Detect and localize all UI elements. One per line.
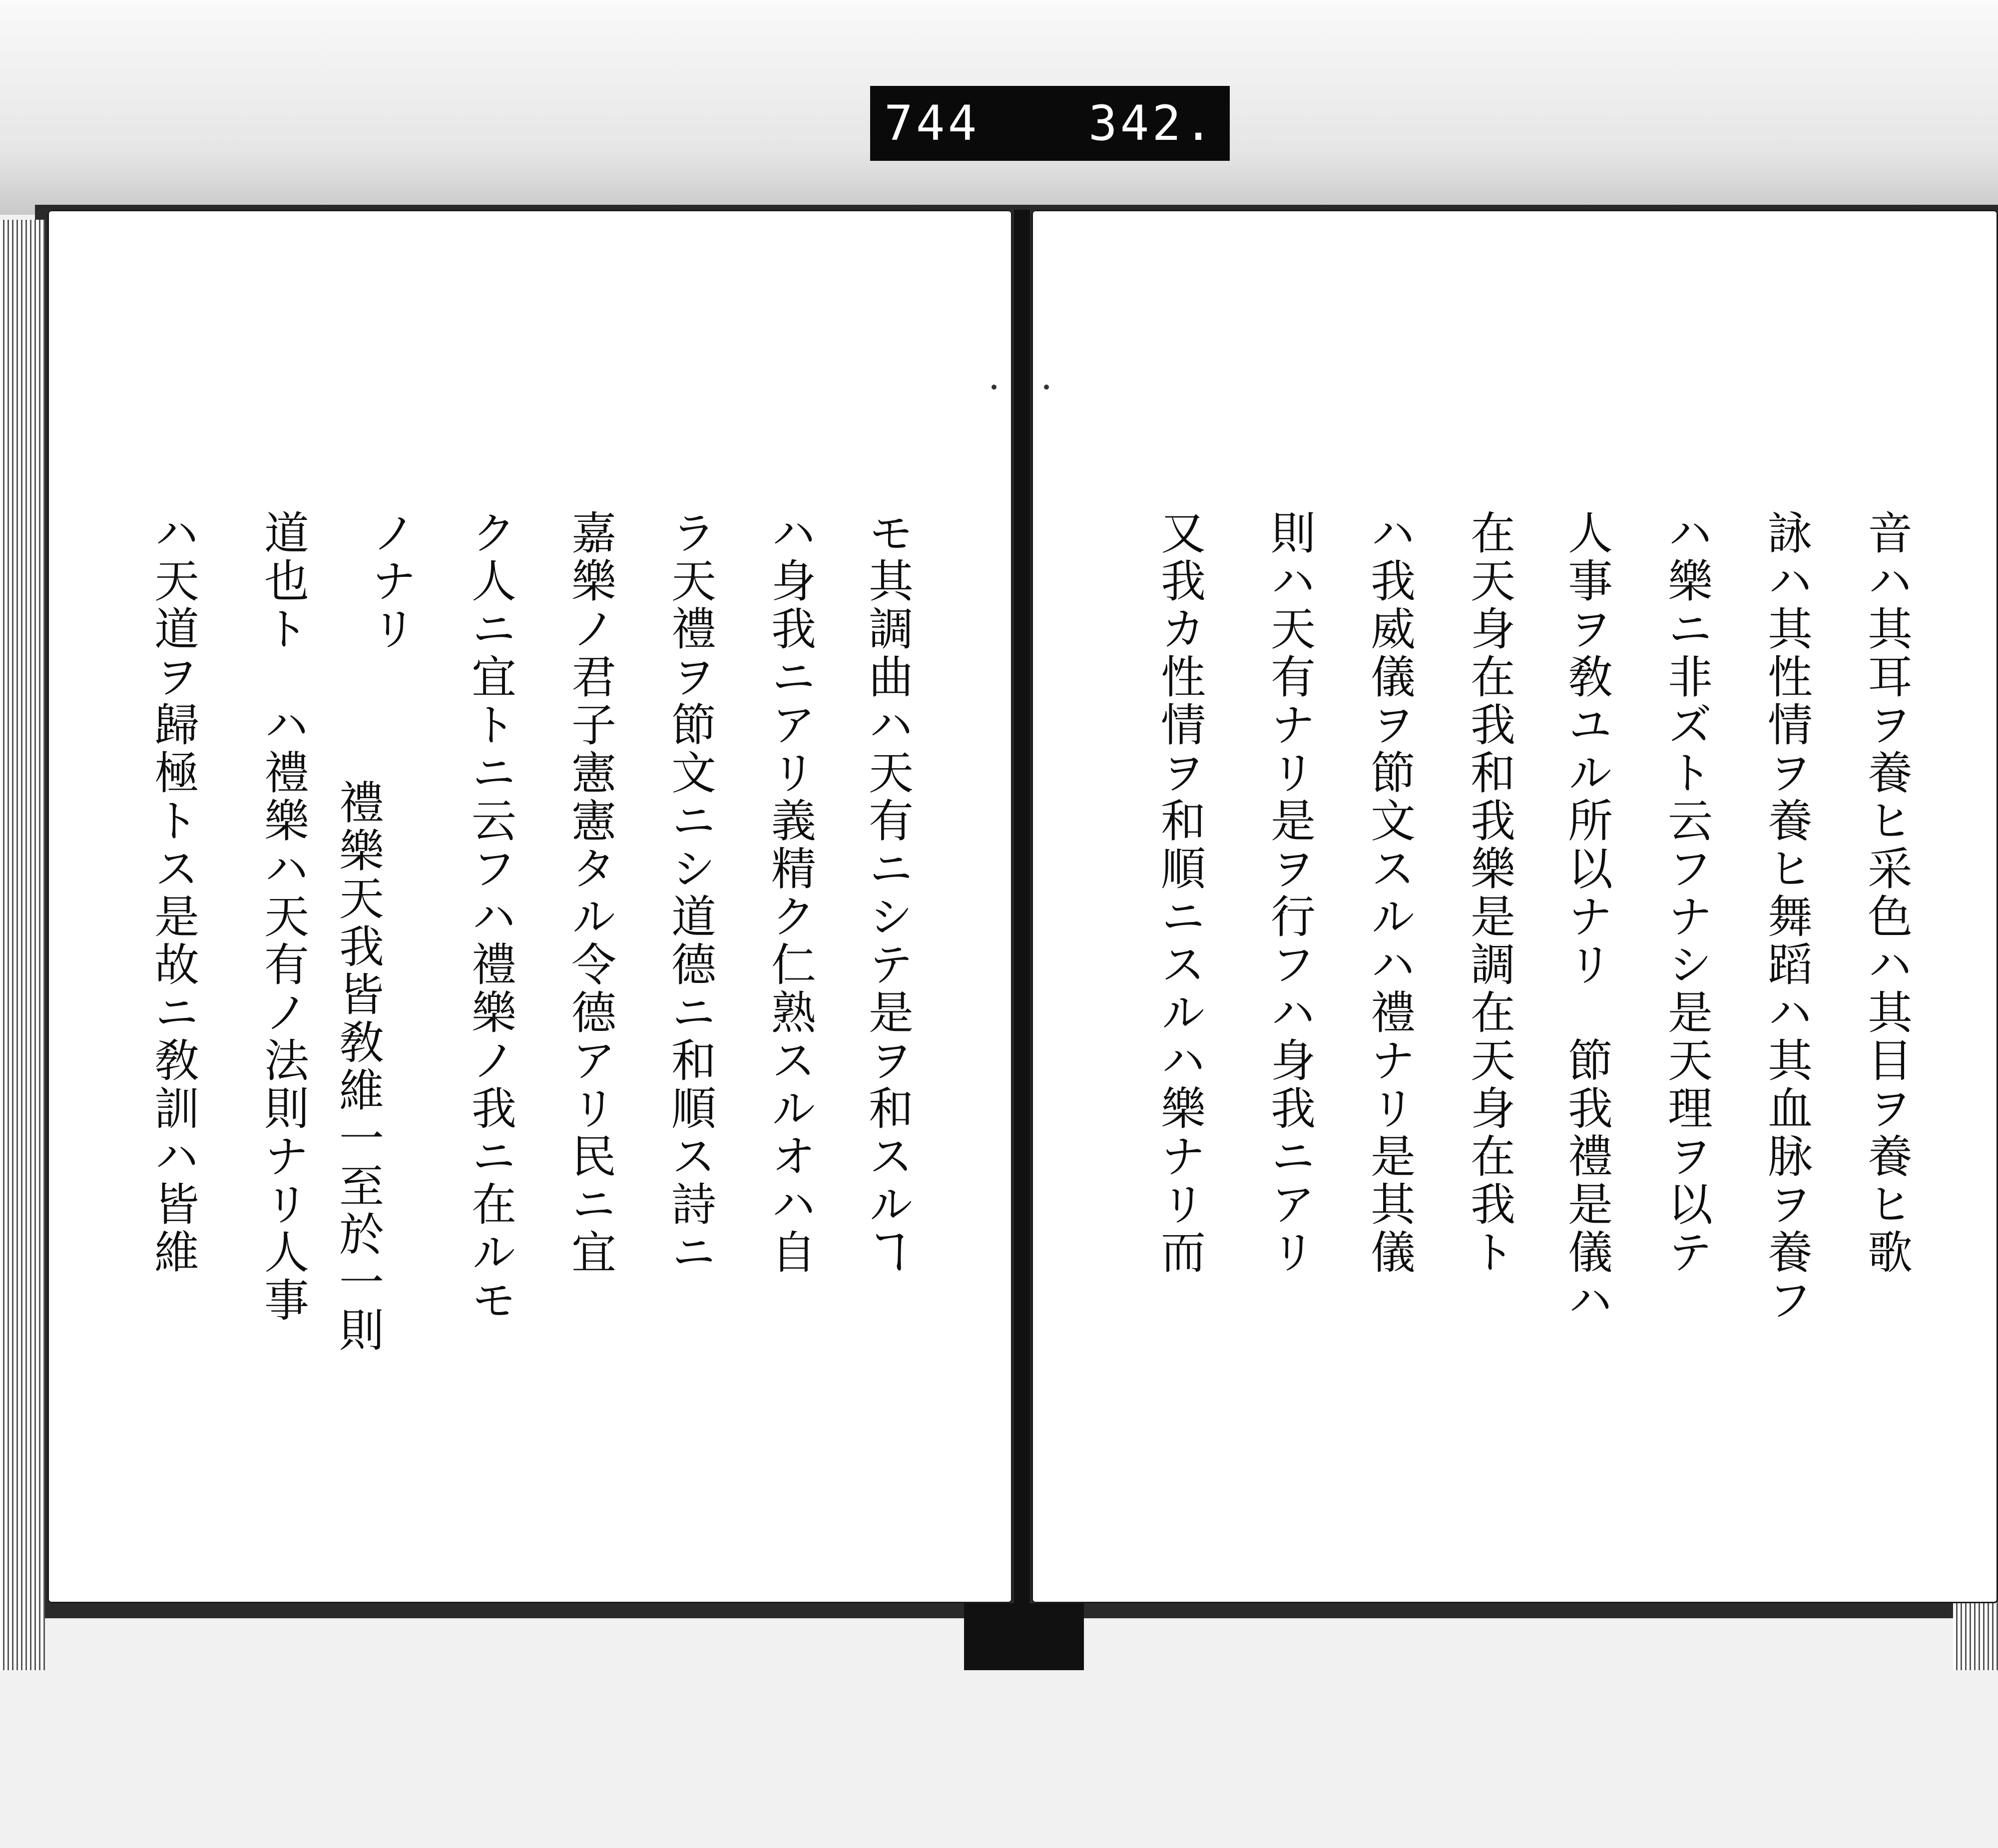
- right-page-column-6: ハ我威儀ヲ節文スルハ禮ナリ是其儀: [1363, 509, 1415, 1277]
- page-mark-dot: [1044, 385, 1049, 390]
- page-mark-dot: [992, 385, 997, 390]
- right-page-column-1: 音ハ其耳ヲ養ヒ采色ハ其目ヲ養ヒ歌: [1860, 509, 1912, 1277]
- left-page-column-3: ラ天禮ヲ節文ニシ道德ニ和順ス詩ニ: [663, 509, 716, 1277]
- archive-label-right: 342.: [1088, 95, 1216, 151]
- left-page-column-6: ノナリ: [364, 509, 416, 701]
- book-spine: [1014, 210, 1030, 1603]
- right-page-column-8: 又我カ性情ヲ和順ニスルハ樂ナリ而: [1153, 509, 1205, 1277]
- left-page-column-1: モ其調曲ハ天有ニシテ是ヲ和スルヿ: [861, 509, 913, 1277]
- right-page-column-4: 人事ヲ敎ユル所以ナリ 節我禮是儀ハ: [1560, 509, 1612, 1325]
- left-page-column-9: ハ天道ヲ歸極トス是故ニ敎訓ハ皆維: [146, 509, 199, 1277]
- page-edges-left: [0, 220, 45, 1670]
- left-page-column-8: 道也ト ハ禮樂ハ天有ノ法則ナリ人事: [256, 509, 309, 1325]
- right-page-column-3: ハ樂ニ非ズト云フナシ是天理ヲ以テ: [1660, 509, 1712, 1277]
- left-page-column-4: 嘉樂ノ君子憲憲タル令德アリ民ニ宜: [563, 509, 616, 1277]
- right-page-column-2: 詠ハ其性情ヲ養ヒ舞蹈ハ其血脉ヲ養フ: [1760, 509, 1812, 1325]
- archive-label: [870, 86, 1230, 161]
- left-page-column-7: 禮樂天我皆敎維一至於一則: [331, 779, 384, 1355]
- right-page-column-5: 在天身在我和我樂是調在天身在我ト: [1463, 509, 1515, 1277]
- spine-foot: [964, 1603, 1084, 1670]
- right-page-column-7: 則ハ天有ナリ是ヲ行フハ身我ニアリ: [1263, 509, 1315, 1277]
- left-page-column-5: ク人ニ宜トニ云フハ禮樂ノ我ニ在ルモ: [464, 509, 516, 1325]
- archive-label-left: 744: [884, 95, 980, 151]
- left-page-column-2: ハ身我ニアリ義精ク仁熟スルオハ自: [763, 509, 816, 1277]
